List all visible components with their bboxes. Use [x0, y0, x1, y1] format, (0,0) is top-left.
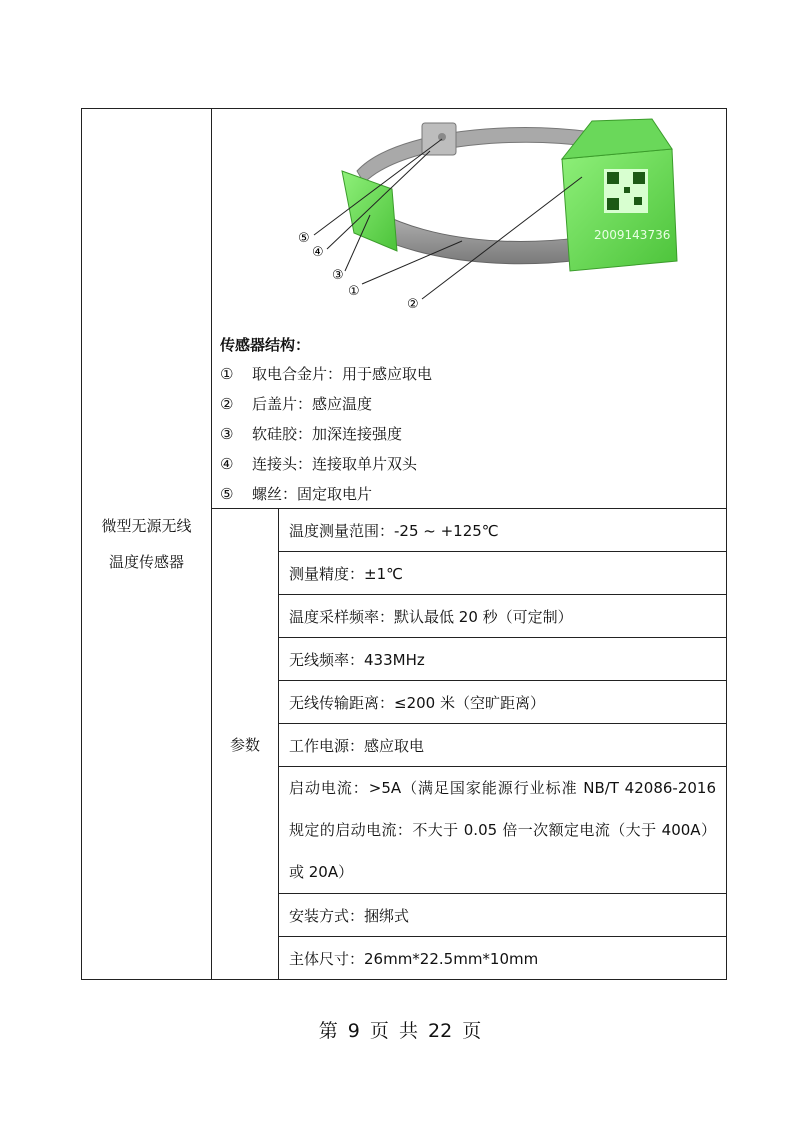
callout-3: ③ [332, 268, 344, 283]
param-row: 测量精度：±1℃ [279, 552, 727, 595]
structure-item [220, 479, 432, 509]
structure-text: 取电合金片：用于感应取电 [252, 365, 433, 383]
params-label: 参数 [212, 509, 279, 980]
serial-number: 2009143736 [594, 228, 671, 242]
param-row: 安装方式：捆绑式 [279, 894, 727, 937]
product-image-cell [212, 109, 727, 509]
callout-2: ② [407, 297, 419, 312]
structure-text: 软硅胶：加深连接强度 [252, 425, 403, 443]
callout-4: ④ [312, 245, 324, 260]
structure-item [220, 419, 432, 449]
spec-table [81, 108, 727, 980]
structure-item [220, 389, 432, 419]
product-name-line2: 温度传感器 [108, 553, 184, 571]
page-footer: 第 9 页 共 22 页 [318, 1020, 482, 1042]
product-name-line1: 微型无源无线 [101, 517, 192, 535]
param-row: 温度采样频率：默认最低 20 秒（可定制） [279, 595, 727, 638]
structure-item [220, 359, 432, 389]
structure-num: ④ [220, 455, 234, 473]
callout-1: ① [348, 284, 360, 299]
param-row-startup-current: 启动电流：>5A（满足国家能源行业标准 NB/T 42086-2016 规定的启动电流：不大于 0.05 倍一次额定电流（大于 400A）或 20A） [279, 767, 727, 894]
structure-text: 后盖片：感应温度 [252, 395, 373, 413]
structure-text: 螺丝：固定取电片 [252, 485, 373, 503]
structure-list [220, 331, 432, 509]
product-name-cell [82, 109, 212, 980]
structure-num: ⑤ [220, 485, 234, 503]
param-row: 无线传输距离：≤200 米（空旷距离） [279, 681, 727, 724]
structure-text: 连接头：连接取单片双头 [252, 455, 418, 473]
param-row: 温度测量范围：-25 ~ +125℃ [279, 509, 727, 552]
structure-num: ① [220, 365, 234, 383]
structure-heading: 传感器结构： [220, 336, 311, 354]
qr-code [604, 169, 648, 213]
sensor-photo [252, 111, 692, 321]
structure-item [220, 449, 432, 479]
param-row: 工作电源：感应取电 [279, 724, 727, 767]
param-row: 无线频率：433MHz [279, 638, 727, 681]
structure-num: ② [220, 395, 234, 413]
callout-5: ⑤ [298, 231, 310, 246]
param-row: 主体尺寸：26mm*22.5mm*10mm [279, 937, 727, 980]
structure-num: ③ [220, 425, 234, 443]
